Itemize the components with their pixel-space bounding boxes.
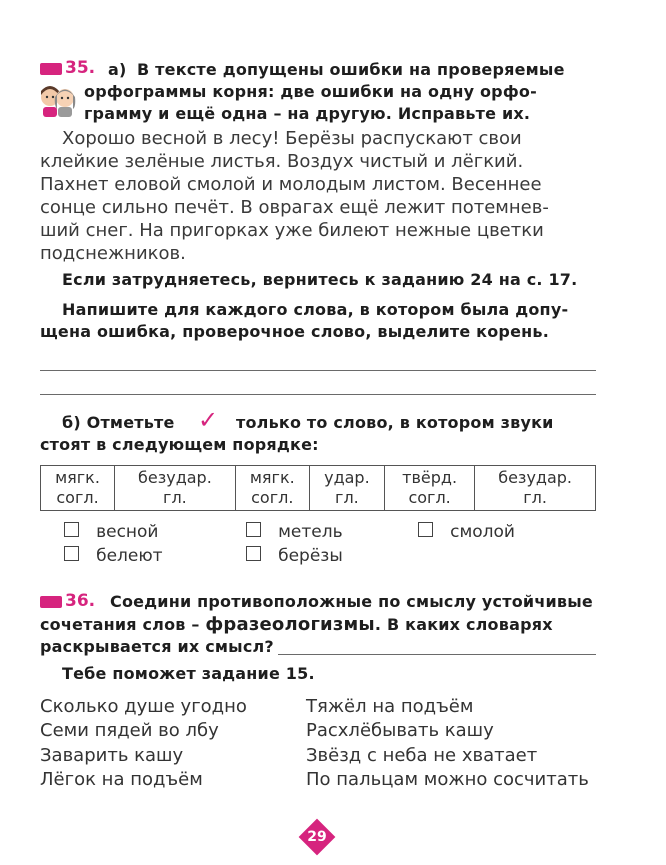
option-berezy[interactable]: берёзы (246, 546, 343, 566)
passage-line: подснежников. (40, 243, 186, 264)
hint-text: Если затрудняетесь, вернитесь к заданию 24 на с. 17. (62, 270, 578, 289)
option-metel[interactable]: метель (246, 522, 343, 542)
phrase-left[interactable]: Лёгок на подъём (40, 769, 203, 790)
phrase-right[interactable]: Звёзд с неба не хватает (306, 745, 538, 766)
passage-line: клейкие зелёные листья. Воздух чистый и лёгкий. (40, 151, 524, 172)
term-phraseologisms: фразеологизмы (205, 614, 375, 635)
task-part-a-label: а) (108, 60, 127, 79)
part-b-label: стоят в следующем порядке: (40, 435, 319, 454)
task-marker (40, 63, 62, 75)
sound-order-table (40, 465, 596, 511)
answer-line[interactable] (40, 394, 596, 395)
answer-line[interactable] (40, 370, 596, 371)
option-beleyut[interactable]: белеют (64, 546, 163, 566)
hint-text: Тебе поможет задание 15. (62, 664, 315, 683)
checkmark-icon: ✓ (198, 406, 219, 434)
phrase-left[interactable]: Сколько душе угодно (40, 696, 247, 717)
table-cell: мягк. согл. (235, 466, 309, 511)
write-instruction: Напишите для каждого слова, в котором была допу- (62, 300, 569, 319)
table-cell: твёрд. согл. (384, 466, 474, 511)
passage-line: сонце сильно печёт. В оврагах ещё лежит потемнев- (40, 197, 549, 218)
table-cell: удар. гл. (309, 466, 384, 511)
page-number: 29 (307, 829, 327, 845)
task-number: 35. (65, 58, 96, 78)
write-instruction: щена ошибка, проверочное слово, выделите корень. (40, 322, 549, 341)
instruction-line: Соедини противоположные по смыслу устойчивые (110, 592, 593, 611)
checkbox[interactable] (64, 522, 79, 537)
part-b-label: только то слово, в котором звуки (236, 413, 554, 432)
instruction-line: орфограммы корня: две ошибки на одну орфо- (84, 82, 537, 101)
table-cell: безудар. гл. (475, 466, 596, 511)
phrase-right[interactable]: По пальцам можно сосчитать (306, 769, 589, 790)
table-cell: безудар. гл. (115, 466, 236, 511)
checkbox[interactable] (64, 546, 79, 561)
passage-line: Хорошо весной в лесу! Берёзы распускают свои (62, 128, 522, 149)
phrase-right[interactable]: Расхлёбывать кашу (306, 720, 494, 741)
table-cell: мягк. согл. (41, 466, 115, 511)
children-avatar-icon (38, 83, 76, 117)
phrase-right[interactable]: Тяжёл на подъём (306, 696, 474, 717)
checkbox[interactable] (418, 522, 433, 537)
instruction-line: раскрывается их смысл? (40, 637, 274, 656)
instruction-line: грамму и ещё одна – на другую. Исправьте их. (84, 104, 531, 123)
part-b-label: б) Отметьте (62, 413, 175, 432)
task-number: 36. (65, 591, 96, 611)
task-marker (40, 596, 62, 608)
option-smoloy[interactable]: смолой (418, 522, 515, 542)
option-vesnoy[interactable]: весной (64, 522, 158, 542)
checkbox[interactable] (246, 522, 261, 537)
instruction-line: сочетания слов – фразеологизмы. В каких словарях (40, 614, 553, 635)
answer-line[interactable] (278, 654, 596, 655)
checkbox[interactable] (246, 546, 261, 561)
phrase-left[interactable]: Семи пядей во лбу (40, 720, 219, 741)
passage-line: ший снег. На пригорках уже билеют нежные цветки (40, 220, 544, 241)
phrase-left[interactable]: Заварить кашу (40, 745, 184, 766)
passage-line: Пахнет еловой смолой и молодым листом. Весеннее (40, 174, 542, 195)
instruction-line: В тексте допущены ошибки на проверяемые (137, 60, 565, 79)
